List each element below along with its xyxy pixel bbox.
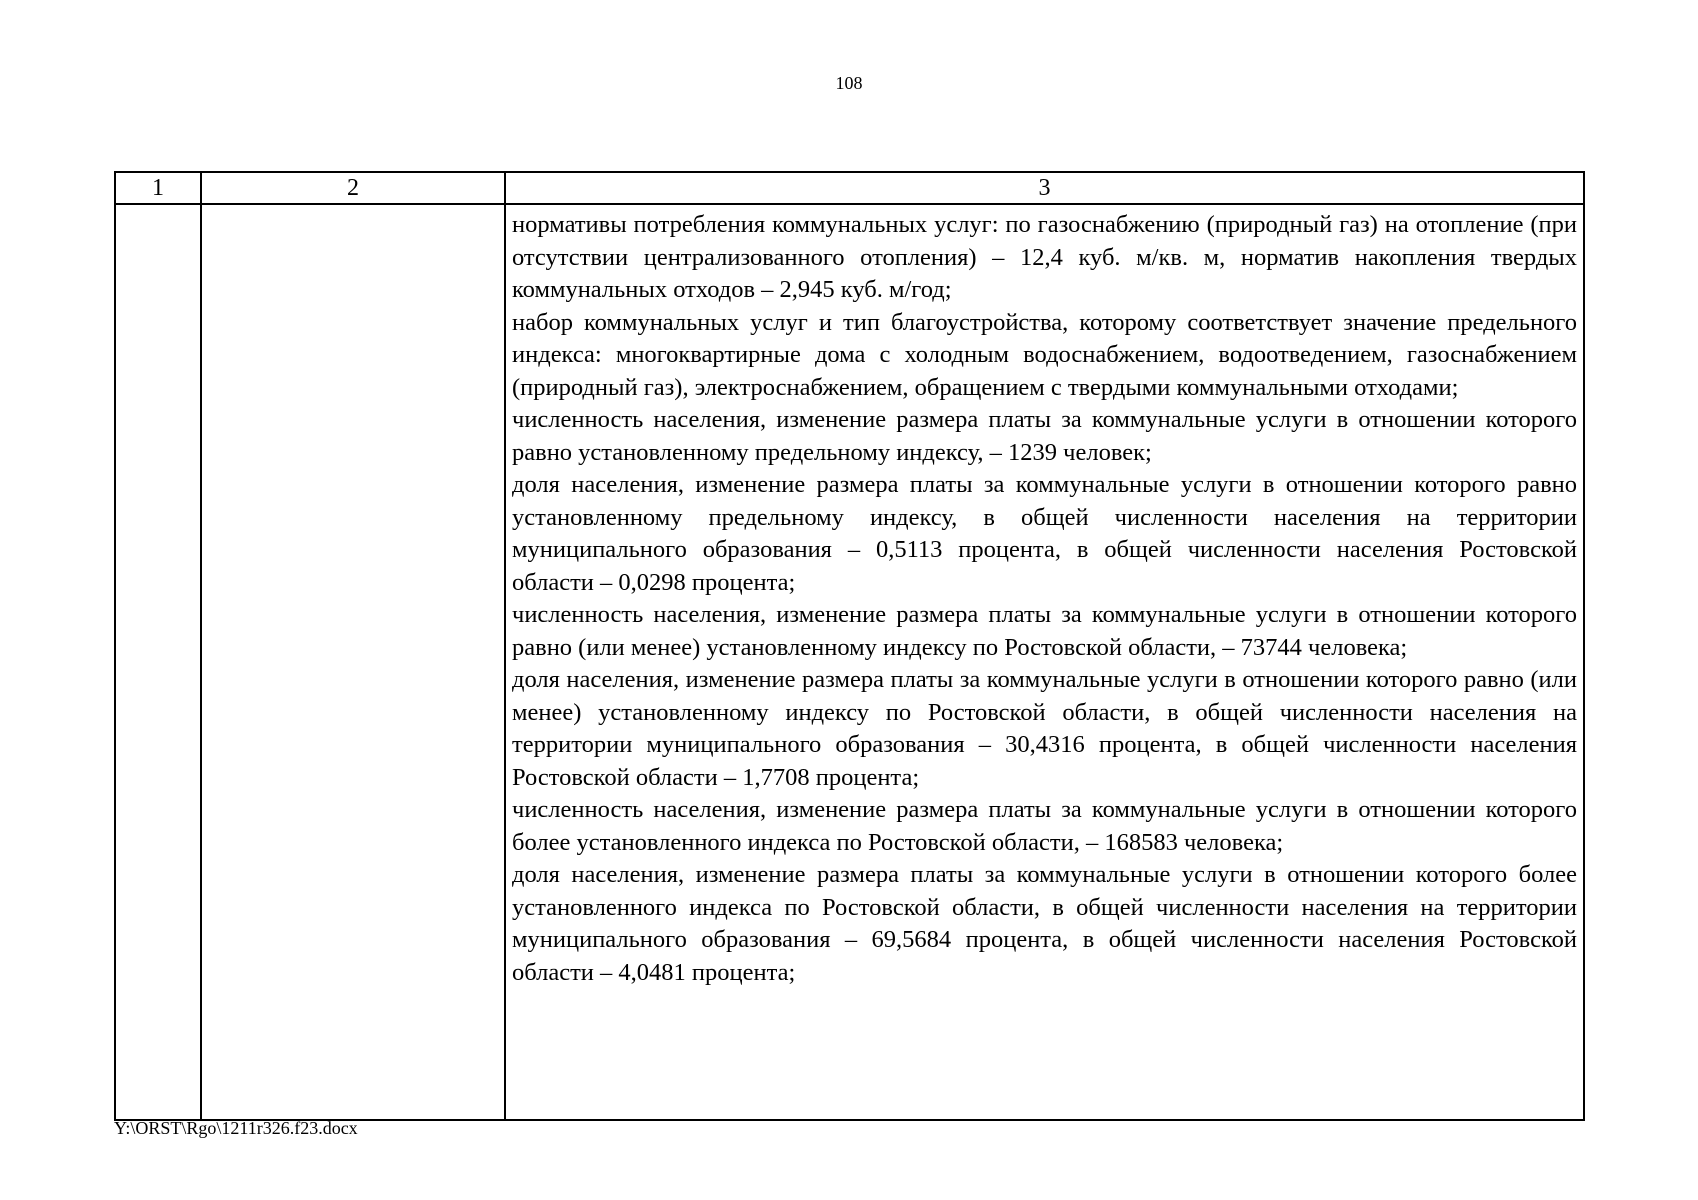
column-header-1: 1 — [115, 172, 201, 204]
page-number: 108 — [835, 73, 863, 93]
table-cell-col3 — [505, 204, 1584, 1120]
paragraph-population-more: численность населения, изменение размера платы за коммунальные услуги в отношении которого более установленного индекса по Ростовской области, – 168583 человека; — [512, 796, 1577, 856]
table-header-row — [115, 172, 1584, 204]
table-cell-col1 — [115, 204, 201, 1120]
paragraph-population-equal-or-less: численность населения, изменение размера платы за коммунальные услуги в отношении которого равно (или менее) установленному индексу по Ростовской области, – 73744 человека; — [512, 601, 1577, 661]
column-header-3: 3 — [505, 172, 1584, 204]
paragraph-share-more: доля населения, изменение размера платы за коммунальные услуги в отношении которого более установленного индекса по Ростовской области, в общей численности населения на территории муниципального образования – 69,5684 процента, в общей численности населения Ростовской области – 4,0481 процента; — [512, 861, 1577, 986]
paragraph-consumption-norms: нормативы потребления коммунальных услуг: по газоснабжению (природный газ) на отопление (при отсутствии централизованного отопления) – 12,4 куб. м/кв. м, норматив накопления твердых коммунальных отходов – 2,945 куб. м/год; — [512, 211, 1577, 303]
table-cell-col2 — [201, 204, 505, 1120]
paragraph-utility-set: набор коммунальных услуг и тип благоустройства, которому соответствует значение предельного индекса: многоквартирные дома с холодным водоснабжением, водоотведением, газоснабжением (природный газ), электроснабжением, обращением с твердыми коммунальными отходами; — [512, 308, 1577, 401]
footer-file-path: Y:\ORST\Rgo\1211r326.f23.docx — [114, 1118, 358, 1138]
paragraph-share-equal-or-less: доля населения, изменение размера платы за коммунальные услуги в отношении которого равно (или менее) установленному индексу по Ростовской области, в общей численности населения на территории муниципального образования – 30,4316 процента, в общей численности населения Ростовской области – 1,7708 процента; — [512, 666, 1577, 791]
paragraph-share-equal-limit: доля населения, изменение размера платы за коммунальные услуги в отношении которого равно установленному предельному индексу, в общей численности населения на территории муниципального образования – 0,5113 процента, в общей численности населения Ростовской области – 0,0298 процента; — [512, 471, 1577, 596]
document-table — [114, 171, 1585, 1121]
table-row — [115, 204, 1584, 1120]
paragraph-population-equal-limit: численность населения, изменение размера платы за коммунальные услуги в отношении которого равно установленному предельному индексу, – 1239 человек; — [512, 406, 1577, 466]
column-header-2: 2 — [201, 172, 505, 204]
